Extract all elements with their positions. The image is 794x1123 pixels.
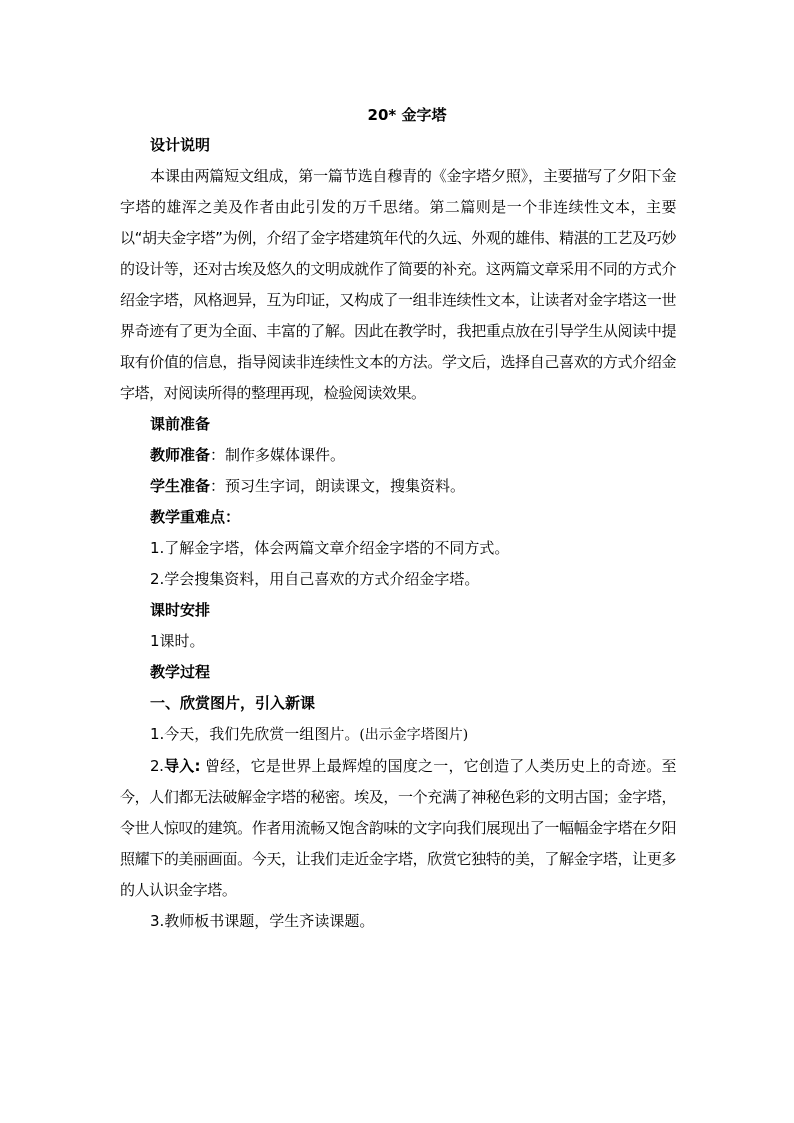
step2-num: 2. [150, 757, 164, 775]
lesson-title: 20* 金字塔 [367, 106, 447, 124]
keypoint-item: 2.学会搜集资料，用自己喜欢的方式介绍金字塔。 [150, 570, 480, 588]
step2-text: 曾经，它是世界上最辉煌的国度之一，它创造了人类历史上的奇迹。至今，人们都无法破解金字塔的秘密。埃及，一个充满了神秘色彩的文明古国；金字塔，令世人惊叹的建筑。作者用流畅又饱含韵味的文字向我们展现出了一幅幅金字塔在夕阳照耀下的美丽画面。今天，让我们走近金字塔，欣赏它独特的美，了解金字塔，让更多的人认识金字塔。 [120, 757, 676, 899]
process-heading: 教学过程 [150, 663, 211, 681]
schedule-heading: 课时安排 [150, 601, 211, 619]
schedule-value: 1课时。 [150, 632, 205, 650]
design-body: 本课由两篇短文组成，第一篇节选自穆青的《金字塔夕照》，主要描写了夕阳下金字塔的雄浑之美及作者由此引发的万千思绪。第二篇则是一个非连续性文本，主要以“胡夫金字塔”为例，介绍了金字塔建筑年代的久远、外观的雄伟、精湛的工艺及巧妙的设计等，还对古埃及悠久的文明成就作了简要的补充。这两篇文章采用不同的方式介绍金字塔，风格迥异，互为印证，又构成了一组非连续性文本，让读者对金字塔这一世界奇迹有了更为全面、丰富的了解。因此在教学时，我把重点放在引导学生从阅读中提取有价值的信息，指导阅读非连续性文本的方法。学文后，选择自己喜欢的方式介绍金字塔，对阅读所得的整理再现，检验阅读效果。 [120, 167, 676, 402]
section1-heading: 一、欣赏图片，引入新课 [150, 694, 316, 712]
document-page [120, 100, 676, 937]
student-prep-label: 学生准备 [150, 477, 211, 495]
teacher-prep-text: ：制作多媒体课件。 [210, 446, 346, 464]
step2 [120, 751, 676, 906]
step1 [120, 719, 676, 751]
keypoints-heading: 教学重难点： [150, 508, 241, 526]
step1-note: (出示金字塔图片) [359, 727, 469, 743]
teacher-prep-label: 教师准备 [150, 446, 211, 464]
design-heading: 设计说明 [150, 136, 211, 154]
student-prep [120, 471, 676, 502]
step1-text: 1.今天，我们先欣赏一组图片。 [150, 725, 360, 743]
teacher-prep [120, 440, 676, 471]
step2-label: 导入: [163, 757, 201, 775]
keypoint-item: 1.了解金字塔，体会两篇文章介绍金字塔的不同方式。 [150, 539, 510, 557]
student-prep-text: ：预习生字词，朗读课文，搜集资料。 [210, 477, 466, 495]
prep-heading: 课前准备 [150, 415, 211, 433]
step3: 3.教师板书课题，学生齐读课题。 [150, 912, 375, 930]
